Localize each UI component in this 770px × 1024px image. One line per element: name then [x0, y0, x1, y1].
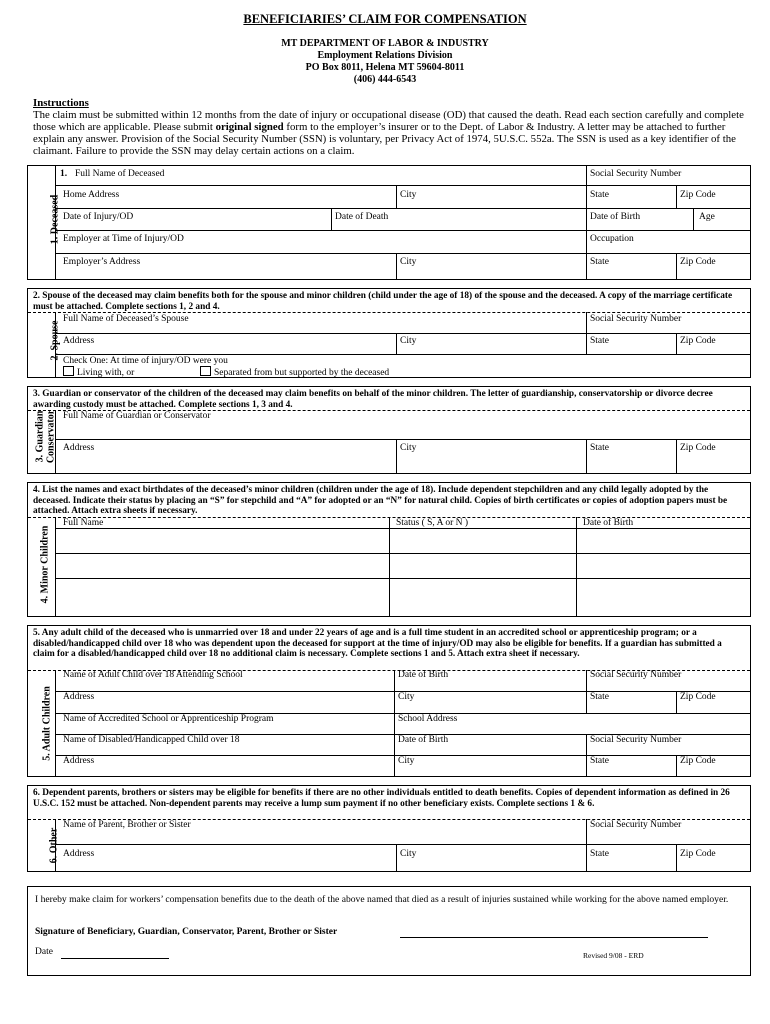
minor-status-column: Status ( S, A or N )	[396, 518, 469, 528]
living-with-label: Living with, or	[77, 368, 135, 378]
guardian-full-name-label: Full Name of Guardian or Conservator	[63, 411, 211, 421]
section-1-deceased	[27, 165, 751, 280]
form-title: BENEFICIARIES’ CLAIM FOR COMPENSATION	[243, 12, 527, 26]
guardian-zip-label: Zip Code	[680, 443, 716, 453]
deceased-dob-label: Date of Birth	[590, 212, 641, 222]
agency-phone: (406) 444-6543	[353, 74, 417, 85]
section-4-side-label: 4. Minor Children	[39, 525, 51, 604]
signature-section	[27, 886, 751, 976]
other-zip-label: Zip Code	[680, 849, 716, 859]
minor-name-column: Full Name	[63, 518, 104, 528]
employer-state-label: State	[590, 257, 609, 267]
employer-city-label: City	[400, 257, 417, 267]
living-with-checkbox[interactable]	[63, 366, 74, 376]
minor-row-2[interactable]	[56, 554, 750, 578]
section-4-header: 4. List the names and exact birthdates of the deceased’s minor children (children under the age of 18). Include dependent stepchildren and any child legally adopted by the deceased. Indicate their status by placing an “S” for stepchild and “A” for adopted or an “N” for natural child. Copies of birth certificates or copies of adoption papers must be attached. Attach extra sheets if necessary.	[33, 485, 728, 516]
minor-row-1[interactable]	[56, 529, 750, 553]
instructions-text-2: form to the employer’s insurer or to the Dept. of Labor & Industry. A letter may be attached to further explain any answer. Provision of the Social Security Number (SSN) is voluntary, per Privacy Act of 1974, 5U.S.C. 552a. The SSN is used as a key identifier of the claimant. Failure to provide the SSN may delay certain actions on a claim.	[33, 121, 736, 157]
instructions	[33, 97, 745, 157]
deceased-full-name-label: Full Name of Deceased	[75, 169, 165, 179]
other-city-label: City	[400, 849, 417, 859]
section-5-adult-children	[27, 625, 751, 777]
guardian-state-label: State	[590, 443, 609, 453]
section-4-minor-children	[27, 482, 751, 617]
section-1-number: 1.	[60, 169, 68, 179]
claim-statement: I hereby make claim for workers’ compensation benefits due to the death of the above named that died as a result of injuries sustained while working for the above named employer.	[35, 894, 729, 905]
section-6-side-label: 6. Other	[48, 827, 60, 864]
section-5-side-label: 5. Adult Children	[41, 686, 53, 761]
deceased-city-label: City	[400, 190, 417, 200]
signature-label: Signature of Beneficiary, Guardian, Conservator, Parent, Brother or Sister	[35, 927, 338, 937]
deceased-state-label: State	[590, 190, 609, 200]
adult-child-address-label: Address	[63, 692, 95, 702]
deceased-zip-label: Zip Code	[680, 190, 716, 200]
occupation-label: Occupation	[590, 234, 634, 244]
signature-line[interactable]	[400, 937, 708, 938]
disabled-child-dob-label: Date of Birth	[398, 735, 449, 745]
school-address-label: School Address	[398, 714, 458, 724]
disabled-child-ssn-label: Social Security Number	[590, 735, 682, 745]
disabled-child-city-label: City	[398, 756, 415, 766]
adult-child-city-label: City	[398, 692, 415, 702]
section-3-header: 3. Guardian or conservator of the children of the deceased may claim benefits on behalf of the minor children. The letter of guardianship, conservatorship or divorce decree awarding custody must be attached. Complete sections 1, 3 and 4.	[33, 389, 713, 410]
living-with-option[interactable]	[63, 366, 134, 378]
adult-child-name-label: Name of Adult Child over 18 Attending School	[63, 670, 243, 680]
separated-checkbox[interactable]	[200, 366, 211, 376]
section-5-header: 5. Any adult child of the deceased who is unmarried over 18 and under 22 years of age and is a full time student in an accredited school or apprenticeship program; or a disabled/handicapped child over 18 who was dependent upon the deceased for support at the time of injury/OD may also be eligible for benefits. If a guardian has submitted a claim for a disabled/handicapped child over 18 no additional claim is necessary. Complete sections 1 and 5. Attach extra sheet if necessary.	[33, 628, 722, 659]
other-name-label: Name of Parent, Brother or Sister	[63, 820, 191, 830]
agency-division: Employment Relations Division	[317, 50, 453, 61]
employer-zip-label: Zip Code	[680, 257, 716, 267]
section-2-header: 2. Spouse of the deceased may claim benefits both for the spouse and minor children (child under the age of 18) of the spouse and the deceased. A copy of the marriage certificate must be attached. Complete sections 1, 2 and 4.	[33, 291, 733, 312]
separated-option[interactable]	[200, 366, 389, 378]
section-2-spouse	[27, 288, 751, 378]
spouse-ssn-label: Social Security Number	[590, 314, 682, 324]
employer-label: Employer at Time of Injury/OD	[63, 234, 184, 244]
minor-dob-column: Date of Birth	[583, 518, 634, 528]
section-3-guardian	[27, 386, 751, 474]
date-of-injury-label: Date of Injury/OD	[63, 212, 134, 222]
spouse-city-label: City	[400, 336, 417, 346]
section-6-header: 6. Dependent parents, brothers or sisters may be eligible for benefits if there are no other individuals entitled to death benefits. Copies of dependent information as defined in 26 U.S.C. 152 must be attached. Non-dependent parents may receive a lump sum payment if no other beneficiary exists. Complete sections 1 & 6.	[33, 788, 730, 809]
other-address-label: Address	[63, 849, 95, 859]
spouse-state-label: State	[590, 336, 609, 346]
spouse-full-name-label: Full Name of Deceased’s Spouse	[63, 314, 189, 324]
date-label: Date	[35, 947, 53, 957]
date-of-death-label: Date of Death	[335, 212, 389, 222]
adult-child-state-label: State	[590, 692, 609, 702]
spouse-check-one-label: Check One: At time of injury/OD were you	[63, 356, 228, 366]
section-3-side-label-2: Conservator	[45, 409, 57, 464]
disabled-child-zip-label: Zip Code	[680, 756, 716, 766]
employer-address-label: Employer’s Address	[63, 257, 141, 267]
agency-name: MT DEPARTMENT OF LABOR & INDUSTRY	[281, 38, 489, 49]
deceased-home-address-label: Home Address	[63, 190, 120, 200]
adult-child-zip-label: Zip Code	[680, 692, 716, 702]
section-6-other	[27, 785, 751, 872]
spouse-zip-label: Zip Code	[680, 336, 716, 346]
disabled-child-state-label: State	[590, 756, 609, 766]
other-ssn-label: Social Security Number	[590, 820, 682, 830]
disabled-child-address-label: Address	[63, 756, 95, 766]
adult-child-dob-label: Date of Birth	[398, 670, 449, 680]
school-name-label: Name of Accredited School or Apprenticeship Program	[63, 714, 274, 724]
agency-address: PO Box 8011, Helena MT 59604-8011	[305, 62, 465, 73]
other-state-label: State	[590, 849, 609, 859]
separated-label: Separated from but supported by the deceased	[214, 368, 390, 378]
instructions-bold: original signed	[215, 121, 284, 133]
revision-note: Revised 9/08 - ERD	[583, 951, 644, 960]
disabled-child-name-label: Name of Disabled/Handicapped Child over 18	[63, 735, 240, 745]
guardian-city-label: City	[400, 443, 417, 453]
section-3-side-label-1: 3. Guardian	[34, 410, 46, 463]
section-2-side-label: 2. Spouse	[49, 320, 61, 361]
adult-child-ssn-label: Social Security Number	[590, 670, 682, 680]
date-line[interactable]	[61, 958, 169, 959]
instructions-text-1: The claim must be submitted within 12 months from the date of injury or occupational disease (OD) that caused the death. Read each section carefully and complete those which are applicable. Please submit	[33, 109, 744, 133]
minor-row-3[interactable]	[56, 579, 750, 616]
instructions-heading: Instructions	[33, 97, 89, 109]
spouse-address-label: Address	[63, 336, 95, 346]
deceased-age-label: Age	[699, 212, 715, 222]
guardian-address-label: Address	[63, 443, 95, 453]
deceased-ssn-label: Social Security Number	[590, 169, 682, 179]
section-1-side-label: 1. Deceased	[49, 194, 61, 245]
